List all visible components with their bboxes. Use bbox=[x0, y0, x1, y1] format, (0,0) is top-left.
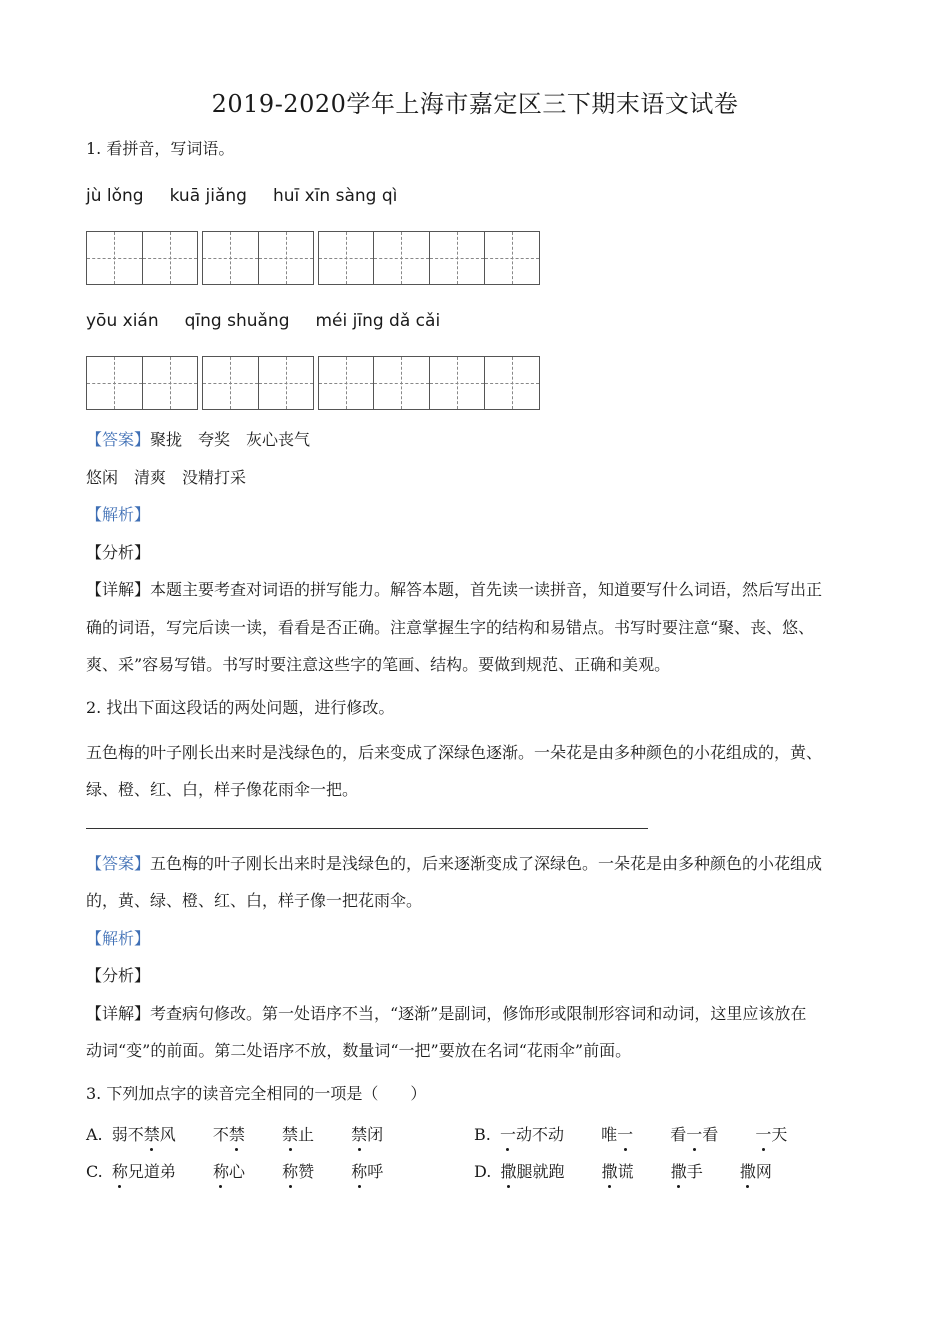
writing-grid-row-1 bbox=[86, 231, 546, 287]
option-d[interactable] bbox=[474, 1161, 772, 1183]
pinyin-kua-jiang: kuā jiǎng bbox=[169, 186, 247, 206]
pinyin-qing-shuang: qīng shuǎng bbox=[184, 311, 290, 331]
option-c[interactable] bbox=[86, 1161, 383, 1183]
option-b[interactable] bbox=[474, 1124, 787, 1146]
option-item: 称赞 bbox=[282, 1162, 315, 1181]
answer-blank-line[interactable] bbox=[86, 828, 648, 829]
option-item: 一动不动 bbox=[499, 1125, 564, 1144]
q2-text-line: 绿、橙、红、白，样子像花雨伞一把。 bbox=[86, 780, 359, 799]
option-item: 唯一 bbox=[601, 1125, 634, 1144]
q2-fenxi-tag: 【分析】 bbox=[86, 966, 151, 985]
option-item: 弱不禁风 bbox=[111, 1125, 176, 1144]
pinyin-row-1 bbox=[86, 186, 423, 206]
question-3-prompt: 3. 下列加点字的读音完全相同的一项是（ ） bbox=[86, 1084, 427, 1103]
answer-text: 五色梅的叶子刚长出来时是浅绿色的，后来逐渐变成了深绿色。一朵花是由多种颜色的小花组成 bbox=[150, 854, 823, 873]
writing-grid-row-2 bbox=[86, 356, 546, 412]
q2-text-line: 五色梅的叶子刚长出来时是浅绿色的，后来变成了深绿色逐渐。一朵花是由多种颜色的小花组成的，黄、 bbox=[86, 743, 823, 762]
q2-answer-line-2: 的，黄、绿、橙、红、白，样子像一把花雨伞。 bbox=[86, 891, 423, 910]
option-label: B. bbox=[474, 1125, 491, 1144]
option-label: A. bbox=[86, 1125, 103, 1144]
writing-box[interactable] bbox=[86, 356, 198, 410]
option-item: 一天 bbox=[755, 1125, 788, 1144]
answer-tag: 【答案】 bbox=[86, 430, 151, 449]
q1-detail-line: 确的词语，写完后读一读，看看是否正确。注意掌握生字的结构和易错点。书写时要注意“聚、丧、悠、 bbox=[86, 618, 815, 637]
option-item: 撒网 bbox=[739, 1162, 772, 1181]
q2-jiexi-tag: 【解析】 bbox=[86, 929, 151, 948]
q1-fenxi-tag: 【分析】 bbox=[86, 543, 151, 562]
pinyin-row-2 bbox=[86, 311, 466, 331]
option-item: 不禁 bbox=[212, 1125, 245, 1144]
writing-box[interactable] bbox=[318, 231, 540, 285]
writing-box[interactable] bbox=[318, 356, 540, 410]
page-title: 2019-2020学年上海市嘉定区三下期末语文试卷 bbox=[211, 90, 739, 118]
question-2-prompt: 2. 找出下面这段话的两处问题，进行修改。 bbox=[86, 698, 395, 717]
q2-detail-line: 动词“变”的前面。第二处语序不放，数量词“一把”要放在名词“花雨伞”前面。 bbox=[86, 1041, 632, 1060]
q1-answer-line-2: 悠闲 清爽 没精打采 bbox=[86, 468, 247, 487]
answer-text: 聚拢 夸奖 灰心丧气 bbox=[150, 430, 311, 449]
answer-tag: 【答案】 bbox=[86, 854, 151, 873]
q1-answer bbox=[86, 429, 310, 451]
option-label: C. bbox=[86, 1162, 103, 1181]
option-item: 称呼 bbox=[351, 1162, 384, 1181]
option-item: 称兄道弟 bbox=[111, 1162, 176, 1181]
pinyin-mei-jing-da-cai: méi jīng dǎ cǎi bbox=[315, 311, 441, 331]
option-item: 撒谎 bbox=[601, 1162, 634, 1181]
q1-detail-line: 爽、采”容易写错。书写时要注意这些字的笔画、结构。要做到规范、正确和美观。 bbox=[86, 655, 671, 674]
pinyin-you-xian: yōu xián bbox=[86, 311, 159, 331]
writing-box[interactable] bbox=[202, 356, 314, 410]
q2-answer bbox=[86, 853, 822, 875]
pinyin-ju-long: jù lǒng bbox=[86, 186, 144, 206]
option-item: 撒手 bbox=[670, 1162, 703, 1181]
option-item: 撒腿就跑 bbox=[500, 1162, 565, 1181]
q1-jiexi-tag: 【解析】 bbox=[86, 505, 151, 524]
option-item: 禁闭 bbox=[351, 1125, 384, 1144]
writing-box[interactable] bbox=[86, 231, 198, 285]
option-a[interactable] bbox=[86, 1124, 383, 1146]
option-label: D. bbox=[474, 1162, 492, 1181]
q2-detail-line: 【详解】考查病句修改。第一处语序不当，“逐渐”是副词，修饰形或限制形容词和动词，这里应该放在 bbox=[86, 1004, 807, 1023]
writing-box[interactable] bbox=[202, 231, 314, 285]
pinyin-hui-xin-sang-qi: huī xīn sàng qì bbox=[272, 186, 398, 206]
option-item: 看一看 bbox=[670, 1125, 719, 1144]
option-item: 称心 bbox=[212, 1162, 246, 1181]
question-1-prompt: 1. 看拼音，写词语。 bbox=[86, 139, 235, 158]
option-item: 禁止 bbox=[282, 1125, 315, 1144]
q1-detail-line: 【详解】本题主要考查对词语的拼写能力。解答本题，首先读一读拼音，知道要写什么词语，然后写出正 bbox=[86, 580, 823, 599]
